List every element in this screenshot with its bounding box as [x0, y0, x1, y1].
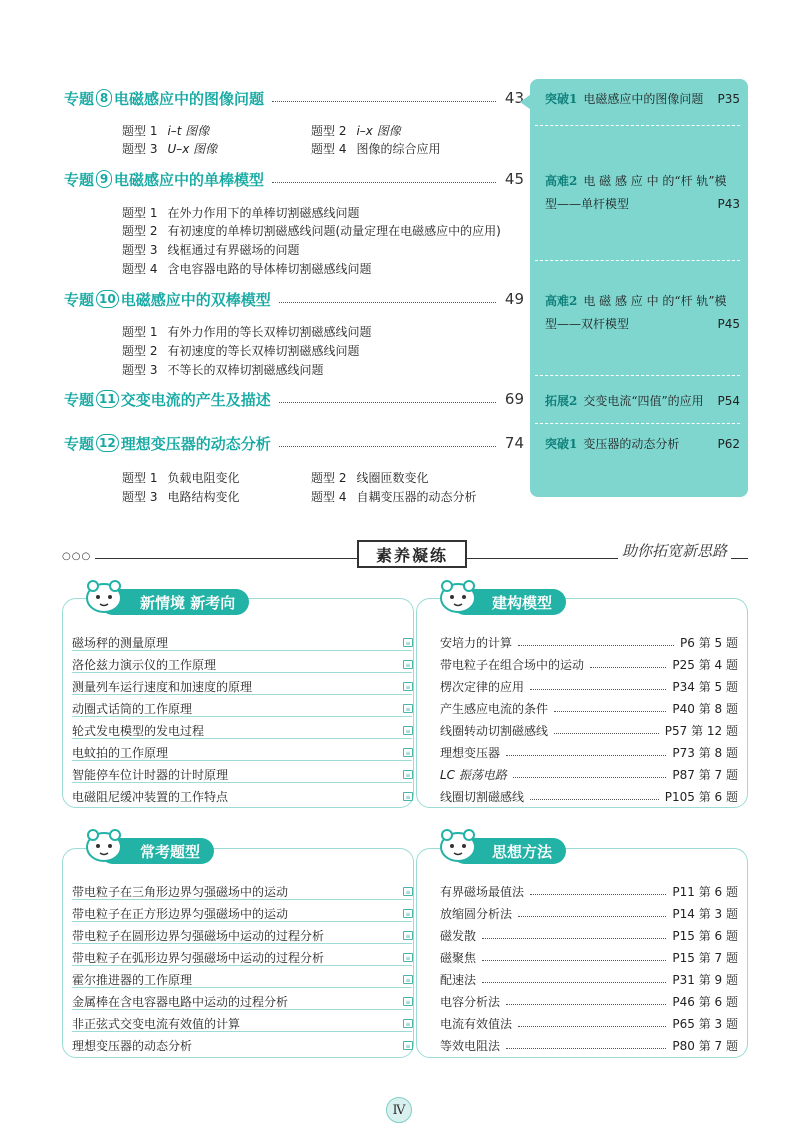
list-item[interactable]: 金属棒在含电容器电路中运动的过程分析 — [72, 995, 289, 1009]
subtopic: 题型 1 在外力作用下的单棒切割磁感线问题 — [122, 206, 360, 220]
dot-leader — [272, 182, 496, 183]
subtopic: 题型 3 电路结构变化 — [122, 490, 240, 504]
row-line — [72, 760, 412, 761]
link-icon: ≡ — [403, 909, 413, 918]
list-item[interactable]: 磁聚焦 P15 第 7 题 — [440, 951, 738, 965]
topic-title: 电磁感应中的图像问题 — [114, 89, 265, 108]
panel-divider — [535, 260, 740, 261]
panel-divider — [535, 423, 740, 424]
link-icon: ≡ — [403, 887, 413, 896]
topic-title: 交变电流的产生及描述 — [120, 390, 271, 409]
subtopic: 题型 2 有初速度的单棒切割磁感线问题(动量定理在电磁感应中的应用) — [122, 224, 501, 238]
topic-title: 理想变压器的动态分析 — [120, 434, 271, 453]
link-icon: ≡ — [403, 638, 413, 647]
row-line — [72, 943, 412, 944]
list-item[interactable]: 理想变压器 P73 第 8 题 — [440, 746, 738, 760]
mascot-icon — [438, 827, 478, 863]
list-item[interactable]: 带电粒子在正方形边界匀强磁场中的运动 — [72, 907, 289, 921]
list-item[interactable]: 洛伦兹力演示仪的工作原理 — [72, 658, 217, 672]
topic-number: 8 — [96, 89, 112, 107]
list-item[interactable]: 配速法 P31 第 9 题 — [440, 973, 738, 987]
list-item[interactable]: 电容分析法 P46 第 6 题 — [440, 995, 738, 1009]
list-item[interactable]: 等效电阻法 P80 第 7 题 — [440, 1039, 738, 1053]
list-item[interactable]: 线圈转动切割磁感线 P57 第 12 题 — [440, 724, 738, 738]
topic-prefix: 专题 — [64, 290, 95, 309]
subtopic: 题型 4 自耦变压器的动态分析 — [311, 490, 477, 504]
list-item[interactable]: 线圈切割磁感线 P105 第 6 题 — [440, 790, 738, 804]
banner-slogan: 助你拓宽新思路 — [618, 540, 731, 561]
list-item[interactable]: 霍尔推进器的工作原理 — [72, 973, 193, 987]
subtopic: 题型 1 负载电阻变化 — [122, 471, 240, 485]
topic-number: 10 — [96, 290, 119, 308]
row-line — [72, 672, 412, 673]
list-item[interactable]: 测量列车运行速度和加速度的原理 — [72, 680, 253, 694]
panel-item[interactable]: 突破1 电磁感应中的图像问题 P35 — [545, 92, 740, 106]
list-item[interactable]: 有界磁场最值法 P11 第 6 题 — [440, 885, 738, 899]
subtopic: 题型 1 i–t 图像 — [122, 124, 210, 138]
topic-page: 43 — [504, 89, 524, 107]
list-item[interactable]: 磁发散 P15 第 6 题 — [440, 929, 738, 943]
new-context-title: 新情境 新考向 — [100, 589, 249, 615]
dot-leader — [279, 302, 496, 303]
mascot-icon — [84, 827, 124, 863]
subtopic: 题型 4 图像的综合应用 — [311, 142, 441, 156]
topic-prefix: 专题 — [64, 170, 95, 189]
panel-item[interactable]: 突破1 变压器的动态分析 P62 — [545, 437, 740, 451]
list-item[interactable]: 楞次定律的应用 P34 第 5 题 — [440, 680, 738, 694]
topic-page: 69 — [504, 390, 524, 408]
topic-page: 74 — [504, 434, 524, 452]
panel-divider — [535, 375, 740, 376]
link-icon: ≡ — [403, 660, 413, 669]
link-icon: ≡ — [403, 953, 413, 962]
list-item[interactable]: 动圈式话筒的工作原理 — [72, 702, 193, 716]
mascot-icon — [438, 578, 478, 614]
list-item[interactable]: 理想变压器的动态分析 — [72, 1039, 193, 1053]
topic-page: 45 — [504, 170, 524, 188]
row-line — [72, 921, 412, 922]
panel-divider — [535, 125, 740, 126]
row-line — [72, 965, 412, 966]
link-icon: ≡ — [403, 704, 413, 713]
common-title: 常考题型 — [100, 838, 214, 864]
dot-leader — [279, 446, 496, 447]
subtopic: 题型 2 线圈匝数变化 — [311, 471, 429, 485]
topic-number: 12 — [96, 434, 119, 452]
topic-number: 11 — [96, 390, 119, 408]
subtopic: 题型 1 有外力作用的等长双棒切割磁感线问题 — [122, 325, 372, 339]
row-line — [72, 1031, 412, 1032]
link-icon: ≡ — [403, 770, 413, 779]
list-item[interactable]: 智能停车位计时器的计时原理 — [72, 768, 229, 782]
link-icon: ≡ — [403, 931, 413, 940]
link-icon: ≡ — [403, 792, 413, 801]
link-icon: ≡ — [403, 1041, 413, 1050]
panel-item[interactable]: 高难2 电 磁 感 应 中 的“杆 轨”模 型——单杆模型 P43 — [545, 174, 740, 211]
subtopic: 题型 2 有初速度的等长双棒切割磁感线问题 — [122, 344, 360, 358]
subtopic: 题型 3 U–x 图像 — [122, 142, 218, 156]
list-item[interactable]: 带电粒子在组合场中的运动 P25 第 4 题 — [440, 658, 738, 672]
list-item[interactable]: 带电粒子在三角形边界匀强磁场中的运动 — [72, 885, 289, 899]
row-line — [72, 716, 412, 717]
row-line — [72, 694, 412, 695]
topic-title: 电磁感应中的单棒模型 — [114, 170, 265, 189]
panel-item[interactable]: 高难2 电 磁 感 应 中 的“杆 轨”模 型——双杆模型 P45 — [545, 294, 740, 331]
subtopic: 题型 2 i–x 图像 — [311, 124, 401, 138]
topic-prefix: 专题 — [64, 390, 95, 409]
topic-page: 49 — [504, 290, 524, 308]
subtopic: 题型 3 不等长的双棒切割磁感线问题 — [122, 363, 324, 377]
link-icon: ≡ — [403, 682, 413, 691]
dot-leader — [279, 402, 496, 403]
row-line — [72, 650, 412, 651]
list-item[interactable]: 电蚊拍的工作原理 — [72, 746, 169, 760]
list-item[interactable]: 产生感应电流的条件 P40 第 8 题 — [440, 702, 738, 716]
list-item[interactable]: 带电粒子在圆形边界匀强磁场中运动的过程分析 — [72, 929, 325, 943]
method-title: 思想方法 — [452, 838, 566, 864]
dot-leader — [272, 101, 496, 102]
row-line — [72, 782, 412, 783]
link-icon: ≡ — [403, 997, 413, 1006]
list-item[interactable]: 放缩圆分析法 P14 第 3 题 — [440, 907, 738, 921]
topic-12[interactable] — [64, 432, 524, 454]
list-item[interactable]: 轮式发电模型的发电过程 — [72, 724, 205, 738]
link-icon: ≡ — [403, 1019, 413, 1028]
list-item[interactable]: 安培力的计算 P6 第 5 题 — [440, 636, 738, 650]
list-item[interactable]: 非正弦式交变电流有效值的计算 — [72, 1017, 241, 1031]
topic-prefix: 专题 — [64, 89, 95, 108]
subtopic: 题型 3 线框通过有界磁场的问题 — [122, 243, 300, 257]
link-icon: ≡ — [403, 726, 413, 735]
model-title: 建构模型 — [452, 589, 566, 615]
row-line — [72, 987, 412, 988]
mascot-icon — [84, 578, 124, 614]
section-title: 素养凝练 — [357, 540, 467, 568]
panel-arrow — [520, 92, 534, 112]
row-line — [72, 899, 412, 900]
list-item[interactable]: 磁场秤的测量原理 — [72, 636, 169, 650]
list-item[interactable]: LC 振荡电路 P87 第 7 题 — [440, 768, 738, 782]
list-item[interactable]: 带电粒子在弧形边界匀强磁场中运动的过程分析 — [72, 951, 325, 965]
link-icon: ≡ — [403, 975, 413, 984]
topic-11[interactable] — [64, 388, 524, 410]
topic-8[interactable] — [64, 87, 524, 109]
list-item[interactable]: 电磁阻尼缓冲装置的工作特点 — [72, 790, 229, 804]
link-icon: ≡ — [403, 748, 413, 757]
list-item[interactable]: 电流有效值法 P65 第 3 题 — [440, 1017, 738, 1031]
topic-prefix: 专题 — [64, 434, 95, 453]
topic-9[interactable] — [64, 168, 524, 190]
row-line — [72, 1009, 412, 1010]
topic-number: 9 — [96, 170, 112, 188]
banner-dots: ○○○ — [62, 551, 95, 562]
row-line — [72, 738, 412, 739]
topic-title: 电磁感应中的双棒模型 — [120, 290, 271, 309]
page-number: Ⅳ — [386, 1097, 412, 1123]
panel-item[interactable]: 拓展2 交变电流“四值”的应用 P54 — [545, 394, 740, 408]
subtopic: 题型 4 含电容器电路的导体棒切割磁感线问题 — [122, 262, 372, 276]
topic-10[interactable] — [64, 288, 524, 310]
